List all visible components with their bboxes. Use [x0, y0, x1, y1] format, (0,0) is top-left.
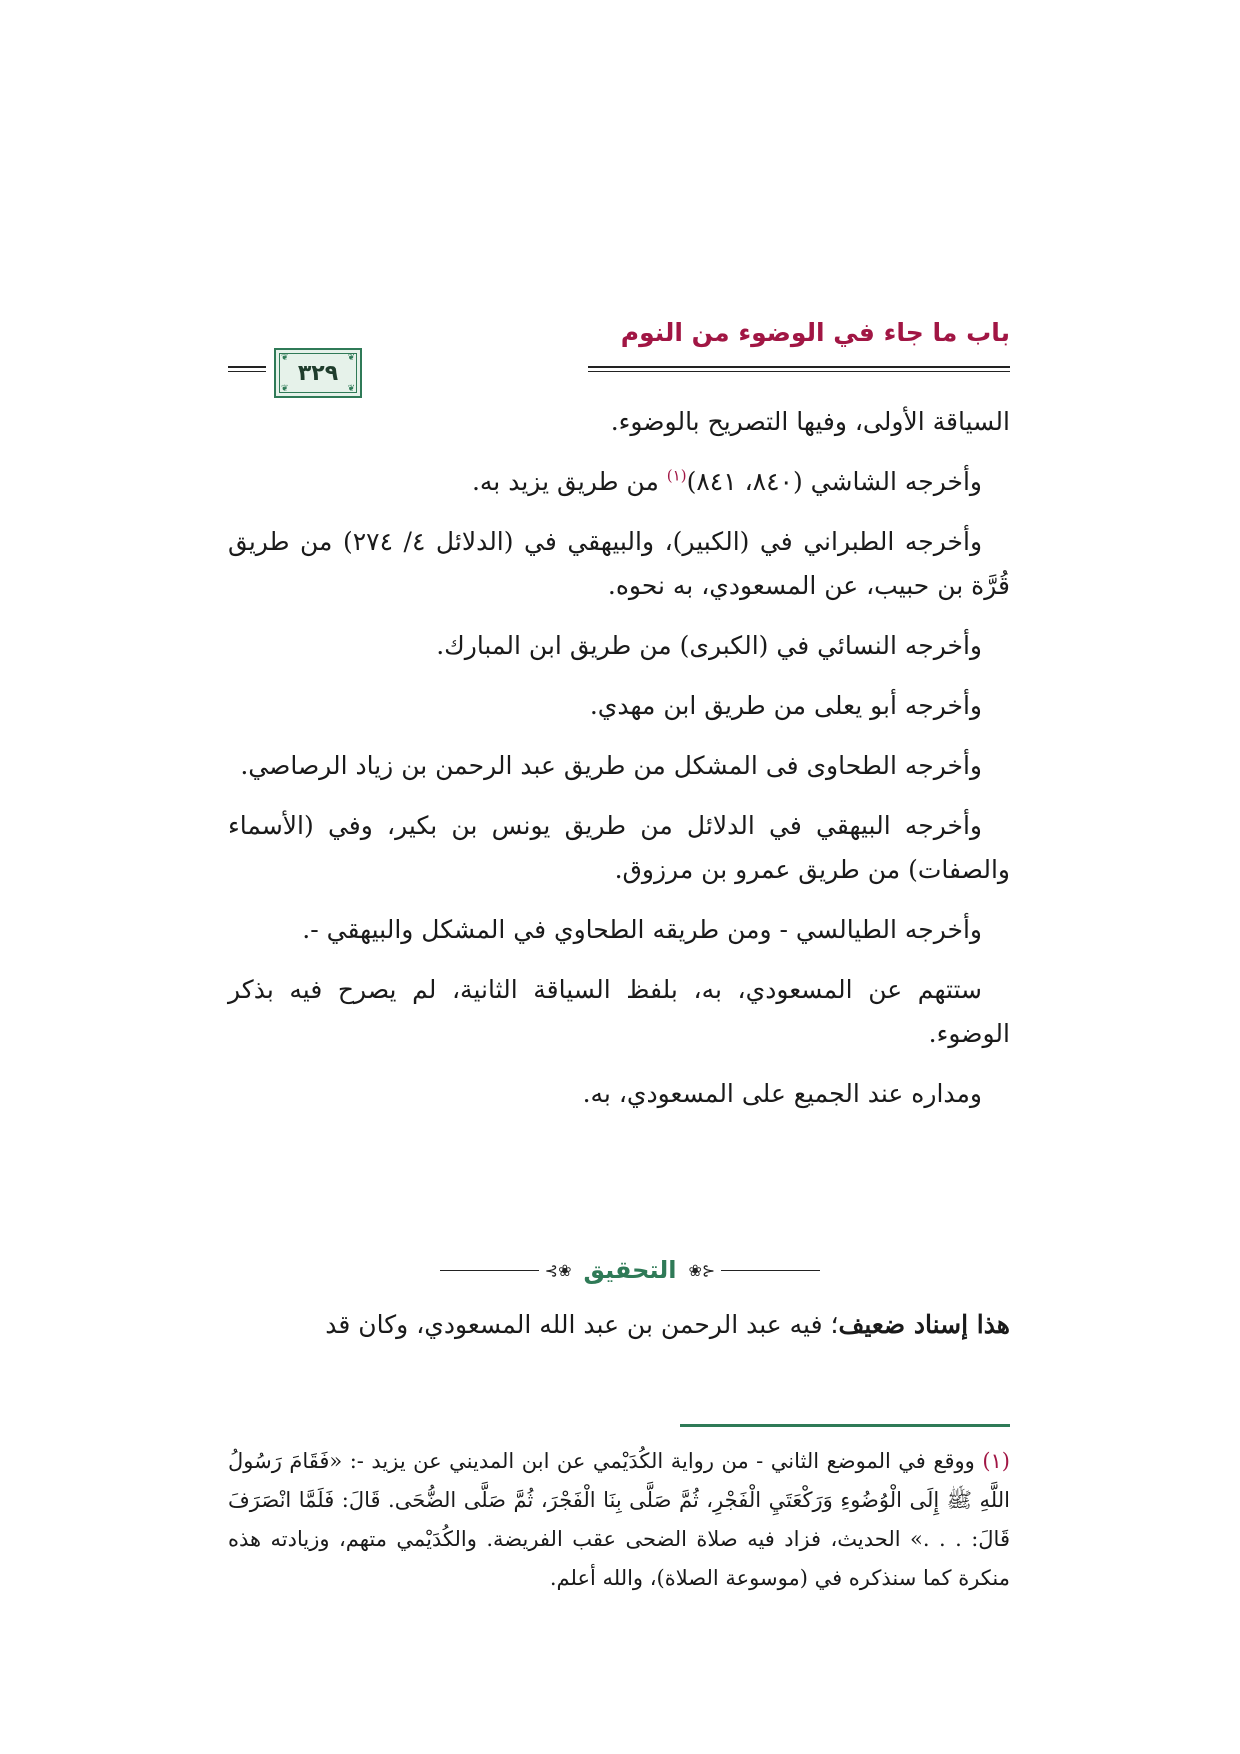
footnote-number: (١) [982, 1449, 1010, 1473]
analysis-text [228, 1303, 1010, 1347]
paragraph-text: وأخرجه الشاشي (٨٤٠، ٨٤١) [686, 467, 982, 496]
footnote-reference[interactable]: (١) [666, 466, 687, 485]
chapter-title: باب ما جاء في الوضوء من النوم [620, 318, 1010, 347]
footnote [228, 1442, 1010, 1598]
paragraph: ومداره عند الجميع على المسعودي، به. [582, 1079, 982, 1108]
ornament-corner-icon: ❦ [281, 353, 289, 363]
header-rule-short [228, 366, 266, 372]
ornament-icon: ❀⊱ [544, 1260, 572, 1280]
ornament-corner-icon: ❦ [347, 384, 355, 394]
paragraph: وأخرجه النسائي في (الكبرى) من طريق ابن المبارك. [436, 631, 982, 660]
paragraph: وأخرجه أبو يعلى من طريق ابن مهدي. [589, 691, 982, 720]
page-number: ٣٢٩ [297, 360, 339, 386]
footnote-separator [680, 1424, 1010, 1427]
main-text [228, 400, 1010, 1132]
page-header [228, 318, 1010, 394]
paragraph: وأخرجه الطيالسي - ومن طريقه الطحاوي في المشكل والبيهقي -. [302, 915, 982, 944]
divider-line [440, 1270, 539, 1271]
paragraph: السياقة الأولى، وفيها التصريح بالوضوء. [610, 407, 1010, 436]
ornament-icon: ⊰❀ [688, 1260, 716, 1280]
analysis-lead: هذا إسناد ضعيف [838, 1310, 1010, 1339]
paragraph-text: من طريق يزيد به. [471, 467, 667, 496]
paragraph: وأخرجه الطبراني في (الكبير)، والبيهقي في (الدلائل ٤/ ٢٧٤) من طريق قُرَّة بن حبيب، عن المسعودي، به نحوه. [228, 527, 1010, 600]
paragraph [228, 460, 1010, 504]
page-number-frame [274, 348, 362, 398]
section-divider [440, 1250, 820, 1290]
footnote-text: ووقع في الموضع الثاني - من رواية الكُدَيْمي عن ابن المديني عن يزيد -: «فَقَامَ رَسُولُ اللَّهِ ﷺ إِلَى الْوُضُوءِ وَرَكْعَتَيِ الْفَجْرِ، ثُمَّ صَلَّى بِنَا الْفَجْرَ، ثُمَّ صَلَّى الضُّحَى. قَالَ: فَلَمَّا انْصَرَفَ قَالَ: . . .» الحديث، فزاد فيه صلاة الضحى عقب الفريضة. والكُدَيْمي متهم، وزيادته هذه منكرة كما سنذكره في (موسوعة الصلاة)، والله أعلم. [228, 1449, 1010, 1590]
ornament-corner-icon: ❦ [347, 353, 355, 363]
section-title: التحقيق [583, 1256, 677, 1284]
header-rule [588, 366, 1010, 372]
divider-line [721, 1270, 820, 1271]
paragraph: وأخرجه البيهقي في الدلائل من طريق يونس بن بكير، وفي (الأسماء والصفات) من طريق عمرو بن مرزوق. [228, 811, 1010, 884]
paragraph: وأخرجه الطحاوى فى المشكل من طريق عبد الرحمن بن زياد الرصاصي. [240, 751, 982, 780]
paragraph: ستتهم عن المسعودي، به، بلفظ السياقة الثانية، لم يصرح فيه بذكر الوضوء. [228, 975, 1010, 1048]
analysis-body: ؛ فيه عبد الرحمن بن عبد الله المسعودي، وكان قد [325, 1310, 839, 1339]
ornament-corner-icon: ❦ [281, 384, 289, 394]
